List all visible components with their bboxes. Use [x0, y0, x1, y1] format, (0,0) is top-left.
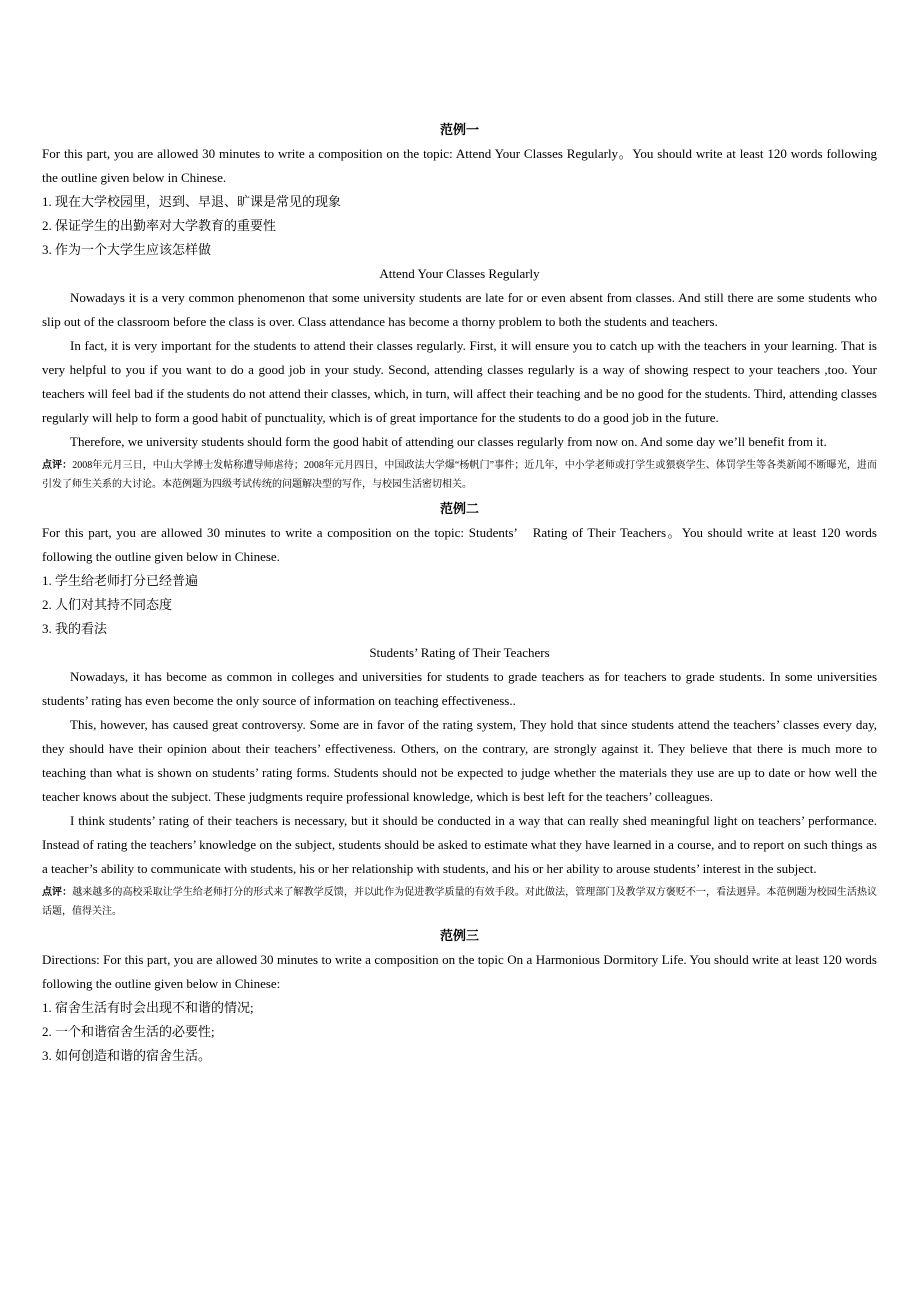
example-heading: 范例一 — [439, 122, 479, 137]
outline-item: 1. 现在大学校园里，迟到、早退、旷课是常见的现象 — [42, 194, 342, 209]
essay-paragraph: This, however, has caused great controversy. Some are in favor of the rating system, They hold that since students attend the teachers’ classes every day, they should have their opinion about their teachers’ effectiveness. Others, on the contrary, are strongly against it. They believe that there is much more to teaching than what is shown on students’ rating forms. Students should not be expected to judge whether the materials they use are up to date or how well the teacher knows about the subject. These judgments require professional knowledge, which is best left for the teachers’ colleagues. — [42, 717, 877, 804]
essay-paragraph: In fact, it is very important for the students to attend their classes regularly. First, it will ensure you to catch up with the teachers in your learning. That is very helpful to you if you want to do a good job in your study. Second, attending classes regularly is a way of showing respect to your teachers ,too. Your teachers will feel bad if the students do not attend their classes, which, in turn, will affect their teaching and be no good for the students. Third, attending classes regularly will help to form a good habit of punctuality, which is of great importance for the students to do a good job in the future. — [42, 338, 877, 425]
outline-item: 3. 如何创造和谐的宿舍生活。 — [42, 1048, 212, 1063]
document-page — [42, 118, 877, 1068]
outline-item: 3. 作为一个大学生应该怎样做 — [42, 242, 212, 257]
example-heading: 范例二 — [439, 501, 479, 516]
outline-item: 2. 保证学生的出勤率对大学教育的重要性 — [42, 218, 277, 233]
essay-paragraph: Nowadays it is a very common phenomenon that some university students are late for or even absent from classes. And still there are some students who slip out of the classroom before the class is over. Class attendance has become a thorny problem to both the students and teachers. — [42, 290, 877, 329]
essay-title: Students’ Rating of Their Teachers — [369, 645, 550, 660]
essay-title: Attend Your Classes Regularly — [379, 266, 540, 281]
prompt-text: For this part, you are allowed 30 minutes to write a composition on the topic: Students’ Rating of Their Teachers。You should write at least 120 words following the outline given below in Chinese. — [42, 525, 877, 564]
outline-item: 3. 我的看法 — [42, 621, 108, 636]
essay-paragraph: Therefore, we university students should form the good habit of attending our classes regularly from now on. And some day we’ll benefit from it. — [70, 434, 827, 449]
outline-item: 1. 宿舍生活有时会出现不和谐的情况; — [42, 1000, 254, 1015]
comment-text: 越来越多的高校采取让学生给老师打分的形式来了解教学反馈，并以此作为促进教学质量的有效手段。对此做法，管理部门及教学双方褒贬不一，看法迥异。本范例题为校园生活热议话题，值得关注。 — [42, 887, 878, 917]
example-heading: 范例三 — [439, 928, 479, 943]
essay-paragraph: Nowadays, it has become as common in colleges and universities for students to grade teachers as for teachers to grade students. In some universities students’ rating has even become the only source of information on teaching effectiveness.. — [42, 669, 877, 708]
example-2 — [42, 497, 877, 921]
comment-label: 点评： — [42, 887, 73, 898]
outline-item: 2. 一个和谐宿舍生活的必要性; — [42, 1024, 215, 1039]
example-1 — [42, 118, 877, 494]
comment-text: 2008年元月三日，中山大学博士发帖称遭导师虐待；2008年元月四日，中国政法大学爆“杨帆门”事件；近几年，中小学老师或打学生或猥亵学生、体罚学生等各类新闻不断曝光，进而引发了师生关系的大讨论。本范例题为四级考试传统的问题解决型的写作，与校园生活密切相关。 — [42, 460, 877, 490]
outline-item: 1. 学生给老师打分已经普遍 — [42, 573, 199, 588]
comment — [42, 883, 877, 921]
prompt-text: For this part, you are allowed 30 minutes to write a composition on the topic: Attend Your Classes Regularly。You should write at least 120 words following the outline given below in Chinese. — [42, 146, 877, 185]
comment — [42, 456, 877, 494]
comment-label: 点评： — [42, 460, 73, 471]
outline-item: 2. 人们对其持不同态度 — [42, 597, 173, 612]
essay-paragraph: I think students’ rating of their teachers is necessary, but it should be conducted in a way that can really shed meaningful light on teachers’ performance. Instead of rating the teachers’ knowledge on the subject, students should be asked to estimate what they have learned in a course, and to report on such things as a teacher’s ability to communicate with students, his or her relationship with students, and his or her ability to arouse students’ interest in the subject. — [42, 813, 877, 876]
prompt-text: Directions: For this part, you are allowed 30 minutes to write a composition on the topic On a Harmonious Dormitory Life. You should write at least 120 words following the outline given below in Chinese: — [42, 952, 877, 991]
example-3 — [42, 924, 877, 1068]
